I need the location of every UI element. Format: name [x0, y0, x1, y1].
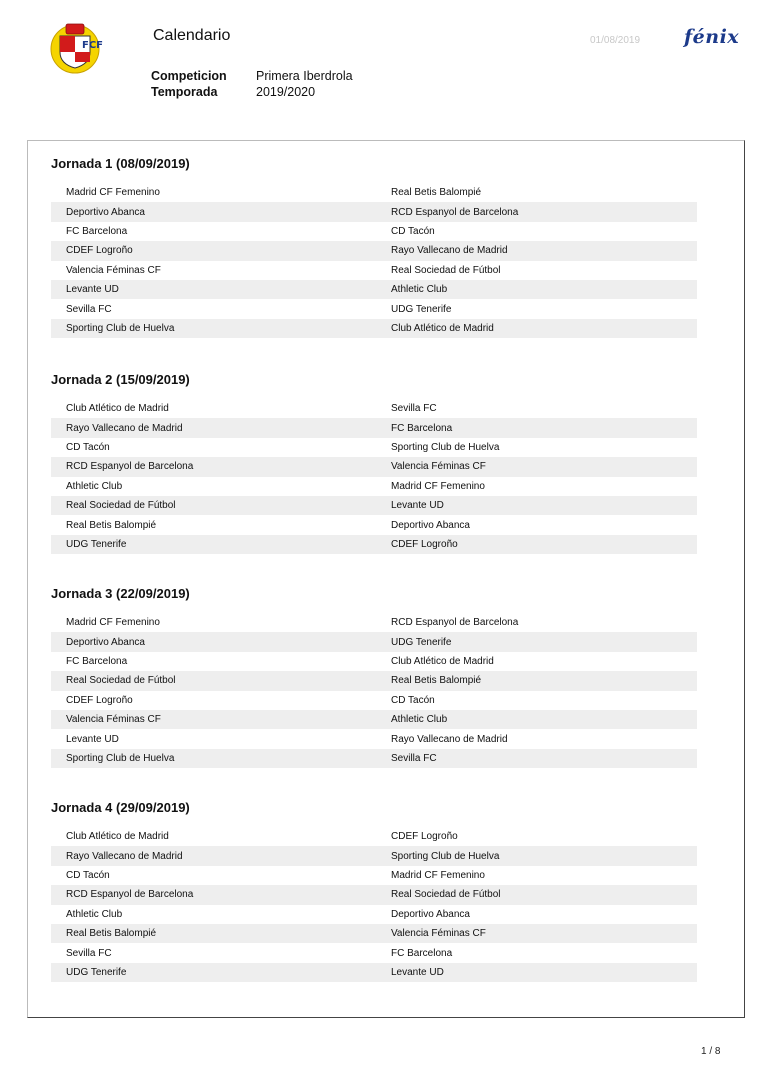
match-row [51, 261, 697, 280]
home-team: Deportivo Abanca [66, 206, 145, 218]
match-row [51, 827, 697, 846]
home-team: Real Betis Balompié [66, 519, 157, 531]
match-row [51, 496, 697, 515]
page-number: 1 / 8 [701, 1046, 721, 1057]
away-team: CDEF Logroño [391, 831, 458, 843]
away-team: UDG Tenerife [391, 636, 452, 648]
home-team: RCD Espanyol de Barcelona [66, 889, 194, 901]
competition-row [151, 69, 353, 85]
competition-label: Competicion [151, 69, 227, 83]
away-team: Sevilla FC [391, 752, 437, 764]
away-team: Levante UD [391, 500, 444, 512]
away-team: Levante UD [391, 966, 444, 978]
home-team: Sevilla FC [66, 303, 112, 315]
away-team: CD Tacón [391, 694, 435, 706]
away-team: Real Sociedad de Fútbol [391, 889, 501, 901]
away-team: FC Barcelona [391, 947, 453, 959]
competition-info [151, 69, 353, 101]
home-team: CD Tacón [66, 441, 110, 453]
home-team: Club Atlético de Madrid [66, 831, 169, 843]
round-title: Jornada 4 (29/09/2019) [51, 800, 190, 815]
home-team: CDEF Logroño [66, 694, 133, 706]
match-row [51, 241, 697, 260]
away-team: Athletic Club [391, 714, 448, 726]
home-team: Real Sociedad de Fútbol [66, 500, 176, 512]
match-row [51, 222, 697, 241]
home-team: Valencia Féminas CF [66, 714, 161, 726]
print-date: 01/08/2019 [590, 35, 641, 46]
home-team: Madrid CF Femenino [66, 187, 160, 199]
match-row [51, 457, 697, 476]
away-team: Sevilla FC [391, 403, 437, 415]
home-team: CDEF Logroño [66, 245, 133, 257]
home-team: UDG Tenerife [66, 538, 127, 550]
match-row [51, 963, 697, 982]
away-team: Real Sociedad de Fútbol [391, 264, 501, 276]
home-team: Valencia Féminas CF [66, 264, 161, 276]
round-title: Jornada 1 (08/09/2019) [51, 156, 190, 171]
match-row [51, 749, 697, 768]
away-team: Sporting Club de Huelva [391, 850, 500, 862]
home-team: Sporting Club de Huelva [66, 322, 175, 334]
match-row [51, 183, 697, 202]
home-team: Real Betis Balompié [66, 928, 157, 940]
away-team: CDEF Logroño [391, 538, 458, 550]
home-team: Athletic Club [66, 480, 123, 492]
match-row [51, 319, 697, 338]
match-row [51, 399, 697, 418]
match-row [51, 691, 697, 710]
home-team: Sevilla FC [66, 947, 112, 959]
page-title: Calendario [153, 27, 231, 44]
home-team: Madrid CF Femenino [66, 617, 160, 629]
home-team: Athletic Club [66, 908, 123, 920]
match-row [51, 418, 697, 437]
season-row [151, 85, 353, 101]
federation-crest-logo [46, 18, 104, 76]
competition-value: Primera Iberdrola [256, 69, 353, 83]
away-team: UDG Tenerife [391, 303, 452, 315]
home-team: FC Barcelona [66, 655, 128, 667]
match-row [51, 202, 697, 221]
match-row [51, 299, 697, 318]
match-row [51, 924, 697, 943]
away-team: Real Betis Balompié [391, 675, 482, 687]
away-team: Deportivo Abanca [391, 519, 470, 531]
away-team: Madrid CF Femenino [391, 480, 485, 492]
match-row [51, 535, 697, 554]
away-team: Rayo Vallecano de Madrid [391, 733, 508, 745]
away-team: RCD Espanyol de Barcelona [391, 206, 519, 218]
away-team: Club Atlético de Madrid [391, 655, 494, 667]
home-team: Real Sociedad de Fútbol [66, 675, 176, 687]
home-team: UDG Tenerife [66, 966, 127, 978]
home-team: Rayo Vallecano de Madrid [66, 422, 183, 434]
round-section [51, 371, 697, 554]
match-row [51, 905, 697, 924]
match-row [51, 515, 697, 534]
match-row [51, 710, 697, 729]
round-section [51, 585, 697, 768]
home-team: FC Barcelona [66, 225, 128, 237]
home-team: Deportivo Abanca [66, 636, 145, 648]
round-section [51, 155, 697, 338]
home-team: RCD Espanyol de Barcelona [66, 461, 194, 473]
away-team: Club Atlético de Madrid [391, 322, 494, 334]
home-team: Sporting Club de Huelva [66, 752, 175, 764]
round-section [51, 799, 697, 982]
match-row [51, 438, 697, 457]
away-team: Valencia Féminas CF [391, 461, 486, 473]
match-row [51, 613, 697, 632]
match-row [51, 729, 697, 748]
season-value: 2019/2020 [256, 85, 316, 99]
away-team: Real Betis Balompié [391, 187, 482, 199]
home-team: Club Atlético de Madrid [66, 403, 169, 415]
home-team: CD Tacón [66, 869, 110, 881]
match-row [51, 866, 697, 885]
home-team: Levante UD [66, 733, 119, 745]
away-team: FC Barcelona [391, 422, 453, 434]
round-title: Jornada 2 (15/09/2019) [51, 372, 190, 387]
home-team: Levante UD [66, 284, 119, 296]
match-row [51, 632, 697, 651]
match-row [51, 671, 697, 690]
match-row [51, 477, 697, 496]
match-row [51, 943, 697, 962]
match-row [51, 652, 697, 671]
home-team: Rayo Vallecano de Madrid [66, 850, 183, 862]
season-label: Temporada [151, 85, 218, 99]
away-team: RCD Espanyol de Barcelona [391, 617, 519, 629]
crest-lettering: FCF [82, 40, 104, 51]
away-team: Madrid CF Femenino [391, 869, 485, 881]
brand-logo: fénix [684, 26, 740, 48]
away-team: Athletic Club [391, 284, 448, 296]
match-row [51, 280, 697, 299]
away-team: Sporting Club de Huelva [391, 441, 500, 453]
away-team: Valencia Féminas CF [391, 928, 486, 940]
away-team: CD Tacón [391, 225, 435, 237]
match-row [51, 885, 697, 904]
round-title: Jornada 3 (22/09/2019) [51, 586, 190, 601]
away-team: Rayo Vallecano de Madrid [391, 245, 508, 257]
away-team: Deportivo Abanca [391, 908, 470, 920]
match-row [51, 846, 697, 865]
